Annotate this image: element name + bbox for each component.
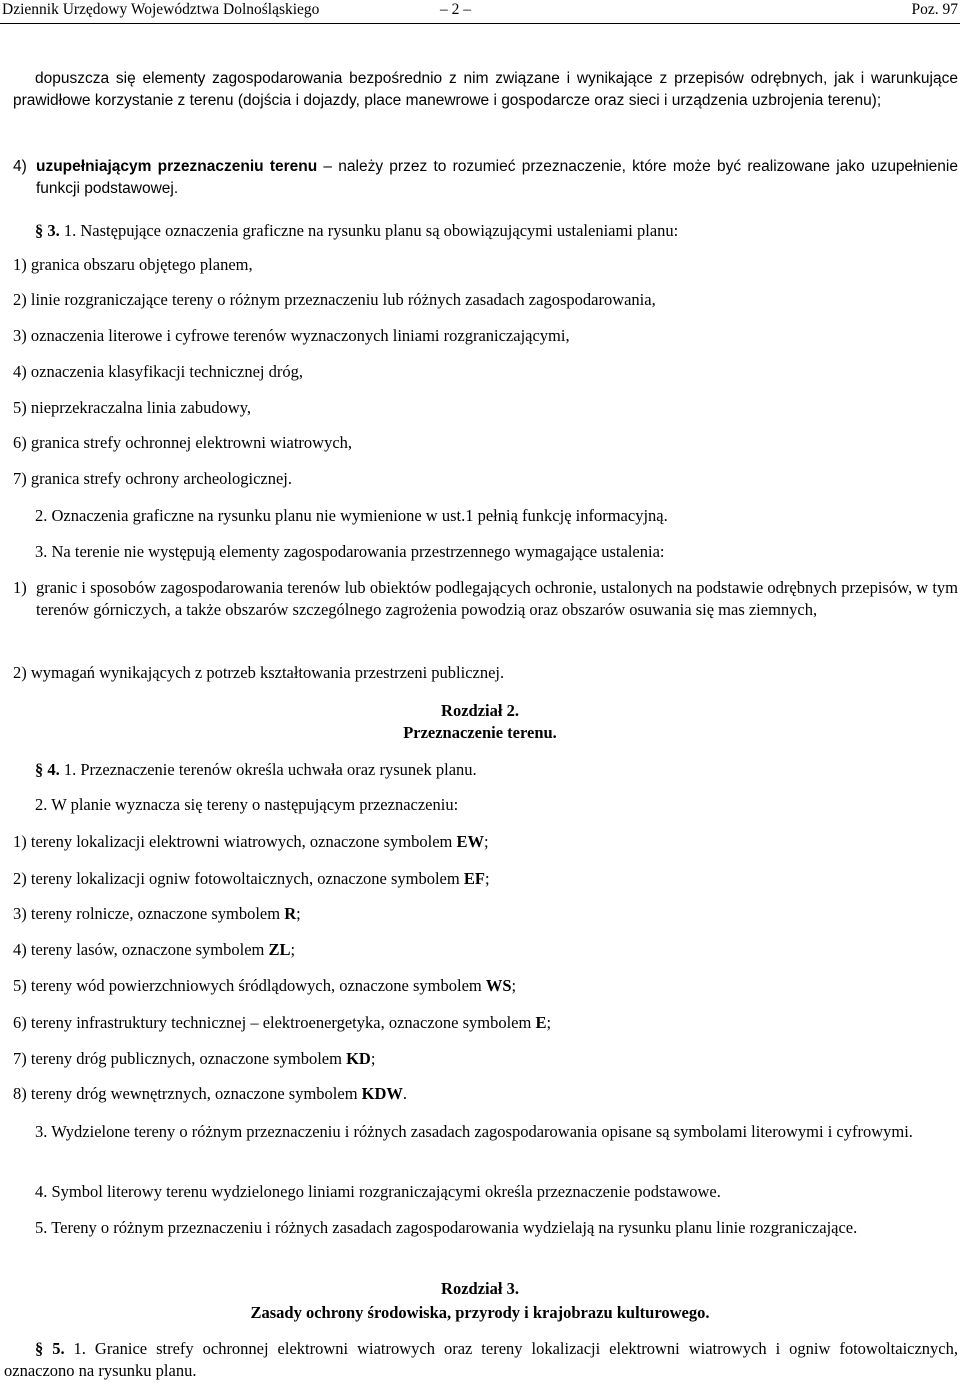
list-item: 2) linie rozgraniczające tereny o różnym przeznaczeniu lub różnych zasadach zagospodarowania, <box>13 290 656 309</box>
par3-p1-text: 1. Następujące oznaczenia graficzne na rysunku planu są obowiązującymi ustaleniami planu: <box>59 221 679 240</box>
list-item: 4) oznaczenia klasyfikacji technicznej dróg, <box>13 362 303 381</box>
list-item <box>13 1048 958 1070</box>
land-symbol: KDW <box>361 1084 403 1103</box>
par4-p3: 3. Wydzielone tereny o różnym przeznaczeniu i różnych zasadach zagospodarowania opisane są symbolami literowymi i cyfrowymi. <box>35 1122 913 1141</box>
page-header <box>0 0 960 24</box>
chapter2-title: Przeznaczenie terenu. <box>403 723 557 742</box>
land-symbol: ZL <box>268 940 291 959</box>
list-item <box>13 1083 958 1105</box>
list-item-text: 4) tereny lasów, oznaczone symbolem <box>13 940 269 959</box>
par3-p3-item2: 2) wymagań wynikających z potrzeb kształtowania przestrzeni publicznej. <box>13 663 505 682</box>
definition-4-term: uzupełniającym przeznaczeniu terenu <box>36 158 318 175</box>
list-item <box>13 1012 958 1034</box>
land-symbol: E <box>535 1013 547 1032</box>
list-item-end: ; <box>511 976 517 995</box>
page-number: – 2 – <box>440 1 471 18</box>
list-item-text: 7) tereny dróg publicznych, oznaczone symbolem <box>13 1049 347 1068</box>
par3-p3-item1 <box>13 577 958 621</box>
list-item-end: ; <box>484 869 490 888</box>
par3-mark: § 3. <box>35 221 60 240</box>
list-item: 3) oznaczenia literowe i cyfrowe terenów wyznaczonych liniami rozgraniczającymi, <box>13 326 570 345</box>
definition-4-text: – należy przez to rozumieć przeznaczenie, które może być realizowane jako uzupełnienie funkcji podstawowej. <box>36 158 958 197</box>
list-item-end: ; <box>484 832 489 851</box>
list-item <box>13 831 958 853</box>
par3-p3-item1-text: granic i sposobów zagospodarowania terenów lub obiektów podlegających ochronie, ustalonych na podstawie odrębnych przepisów, w tym terenów górniczych, a także obszarów szczególnego zagrożenia powodzią oraz obszarów osuwania się mas ziemnych, <box>36 578 958 619</box>
list-item <box>13 939 958 961</box>
chapter3-heading: Rozdział 3. <box>441 1279 519 1298</box>
list-item <box>13 868 958 890</box>
definition-4-number: 4) <box>13 158 27 175</box>
land-symbol: KD <box>346 1049 371 1068</box>
journal-title: Dziennik Urzędowy Województwa Dolnośląskiego <box>2 1 320 18</box>
list-item-end: . <box>402 1084 408 1103</box>
list-item-text: 2) tereny lokalizacji ogniw fotowoltaicznych, oznaczone symbolem <box>13 869 464 888</box>
par4-p1 <box>13 759 958 781</box>
par3-p1 <box>13 220 958 242</box>
land-symbol: EW <box>456 832 485 851</box>
list-item-text: 3) tereny rolnicze, oznaczone symbolem <box>13 904 285 923</box>
list-item-end: ; <box>296 904 301 923</box>
chapter3-title: Zasady ochrony środowiska, przyrody i krajobrazu kulturowego. <box>250 1303 710 1322</box>
list-item-text: 5) tereny wód powierzchniowych śródlądowych, oznaczone symbolem <box>13 976 486 995</box>
par3-p3-item1-number: 1) <box>13 578 27 597</box>
list-item-end: ; <box>546 1013 552 1032</box>
par4-p5: 5. Tereny o różnym przeznaczeniu i różnych zasadach zagospodarowania wydzielają na rysunku planu linie rozgraniczające. <box>35 1218 858 1237</box>
chapter2-heading: Rozdział 2. <box>441 701 519 720</box>
list-item-end: ; <box>290 940 296 959</box>
list-item: 1) granica obszaru objętego planem, <box>13 255 253 274</box>
list-item: 7) granica strefy ochrony archeologicznej. <box>13 469 292 488</box>
list-item <box>13 903 958 925</box>
list-item: 6) granica strefy ochronnej elektrowni wiatrowych, <box>13 433 353 452</box>
list-item-text: 1) tereny lokalizacji elektrowni wiatrowych, oznaczone symbolem <box>13 832 457 851</box>
par5-mark: § 5. <box>35 1339 65 1358</box>
par4-p1-text: 1. Przeznaczenie terenów określa uchwała oraz rysunek planu. <box>59 760 477 779</box>
par3-p3: 3. Na terenie nie występują elementy zagospodarowania przestrzennego wymagające ustalenia: <box>35 542 665 561</box>
par3-p2: 2. Oznaczenia graficzne na rysunku planu nie wymienione w ust.1 pełnią funkcję informacyjną. <box>35 506 668 525</box>
definition-continuation: dopuszcza się elementy zagospodarowania bezpośrednio z nim związane i wynikające z przepisów odrębnych, jak i warunkujące prawidłowe korzystanie z terenu (dojścia i dojazdy, place manewrowe i gospodarcze oraz sieci i urządzenia uzbrojenia terenu); <box>13 70 958 109</box>
land-symbol: R <box>284 904 297 923</box>
par4-p2: 2. W planie wyznacza się tereny o następującym przeznaczeniu: <box>35 795 459 814</box>
par4-mark: § 4. <box>35 760 60 779</box>
list-item-text: 6) tereny infrastruktury technicznej – elektroenergetyka, oznaczone symbolem <box>13 1013 536 1032</box>
par5-p1 <box>4 1338 958 1382</box>
list-item: 5) nieprzekraczalna linia zabudowy, <box>13 398 252 417</box>
list-item-end: ; <box>370 1049 376 1068</box>
land-symbol: WS <box>485 976 512 995</box>
definition-4 <box>13 156 958 200</box>
land-symbol: EF <box>463 869 485 888</box>
list-item-text: 8) tereny dróg wewnętrznych, oznaczone symbolem <box>13 1084 362 1103</box>
position-number: Poz. 97 <box>911 1 958 18</box>
list-item <box>13 975 958 997</box>
par5-p1-text: 1. Granice strefy ochronnej elektrowni wiatrowych oraz tereny lokalizacji elektrowni wiatrowych i ogniw fotowoltaicznych, oznaczono na rysunku planu. <box>4 1339 958 1380</box>
par4-p4: 4. Symbol literowy terenu wydzielonego liniami rozgraniczającymi określa przeznaczenie podstawowe. <box>35 1182 721 1201</box>
